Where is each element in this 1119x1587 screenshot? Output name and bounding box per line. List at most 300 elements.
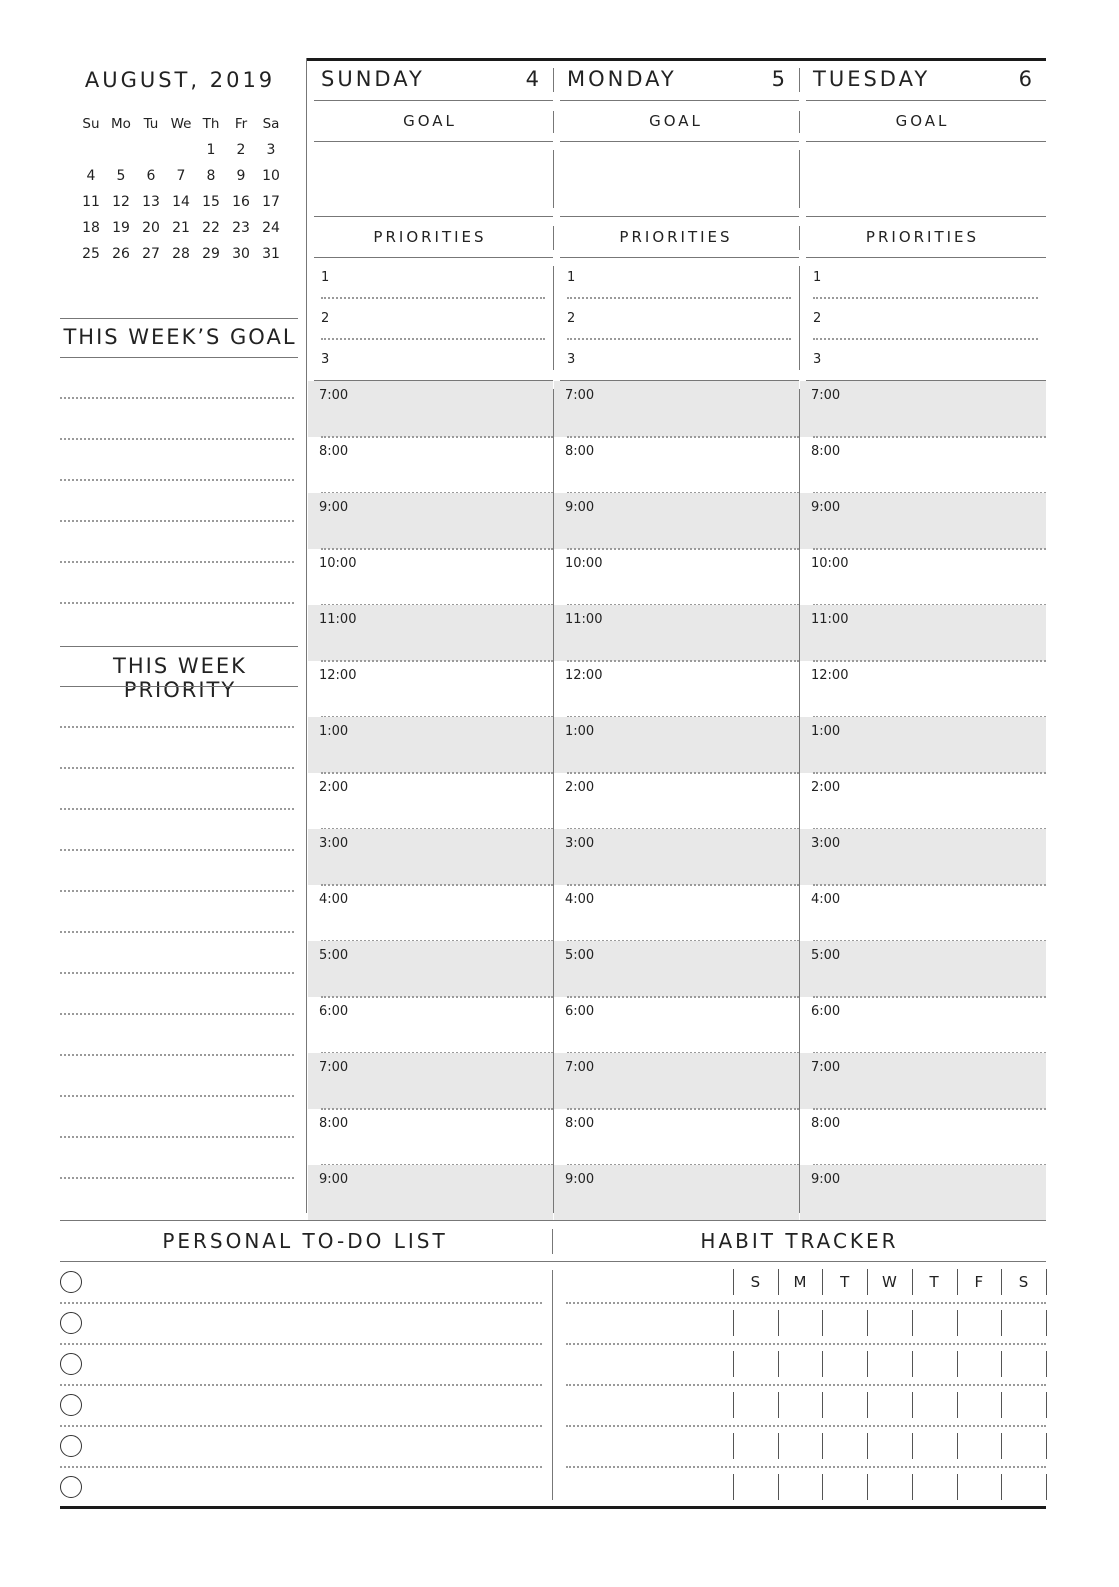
- time-label: 12:00: [565, 668, 603, 683]
- habit-check-cell[interactable]: [735, 1310, 776, 1336]
- time-label: 7:00: [811, 388, 841, 403]
- habit-grid-line: [1001, 1433, 1002, 1459]
- habit-grid-line: [733, 1351, 734, 1377]
- habit-name-input[interactable]: [566, 1431, 726, 1461]
- time-label: 9:00: [811, 1172, 841, 1187]
- calendar-day: 3: [266, 142, 276, 158]
- habit-grid-line: [1046, 1310, 1047, 1336]
- time-slot[interactable]: [554, 661, 799, 717]
- habit-grid-line: [1046, 1269, 1047, 1295]
- priority-number: 3: [813, 352, 822, 367]
- priority-writing-line[interactable]: [60, 726, 294, 728]
- divider: [806, 216, 1046, 217]
- habit-check-cell[interactable]: [914, 1351, 955, 1377]
- calendar-day: 16: [232, 194, 250, 210]
- habit-check-cell[interactable]: [1003, 1351, 1044, 1377]
- time-slot[interactable]: [308, 437, 553, 493]
- time-slot[interactable]: [554, 1165, 799, 1221]
- time-slot[interactable]: [800, 997, 1046, 1053]
- divider: [60, 646, 298, 647]
- habit-grid-line: [867, 1351, 868, 1377]
- habit-line: [566, 1384, 1046, 1386]
- time-label: 10:00: [565, 556, 603, 571]
- day-name: MONDAY: [567, 67, 677, 91]
- time-label: 7:00: [565, 1060, 595, 1075]
- habit-grid-line: [957, 1310, 958, 1336]
- time-label: 9:00: [811, 500, 841, 515]
- habit-grid-line: [912, 1351, 913, 1377]
- habit-check-cell[interactable]: [735, 1433, 776, 1459]
- habit-check-cell[interactable]: [1003, 1474, 1044, 1500]
- habit-day-label: S: [750, 1273, 761, 1291]
- divider: [60, 357, 298, 358]
- habit-grid-line: [822, 1392, 823, 1418]
- priority-writing-line[interactable]: [60, 931, 294, 933]
- priority-number: 1: [813, 270, 822, 285]
- priority-writing-line[interactable]: [60, 849, 294, 851]
- habit-check-cell[interactable]: [914, 1474, 955, 1500]
- goal-writing-line[interactable]: [60, 602, 294, 604]
- habit-grid-line: [1001, 1269, 1002, 1295]
- time-label: 2:00: [811, 780, 841, 795]
- todo-checkbox[interactable]: [60, 1435, 82, 1457]
- habit-grid-line: [778, 1433, 779, 1459]
- divider: [314, 216, 553, 217]
- time-slot[interactable]: [308, 661, 553, 717]
- calendar-day: 13: [142, 194, 160, 210]
- habit-grid-line: [912, 1310, 913, 1336]
- time-label: 1:00: [319, 724, 349, 739]
- habit-check-cell[interactable]: [1003, 1310, 1044, 1336]
- header-divider: [799, 68, 800, 92]
- calendar-day: 29: [202, 246, 220, 262]
- habit-grid-line: [867, 1310, 868, 1336]
- habit-check-cell[interactable]: [959, 1433, 1000, 1459]
- habit-day-label: F: [974, 1273, 984, 1291]
- calendar-day: 1: [206, 142, 216, 158]
- habit-check-cell[interactable]: [914, 1433, 955, 1459]
- header-divider: [553, 68, 554, 92]
- time-label: 10:00: [319, 556, 357, 571]
- habit-grid-line: [957, 1269, 958, 1295]
- calendar-day: 23: [232, 220, 250, 236]
- priority-line[interactable]: [813, 338, 1038, 340]
- habit-grid-line: [822, 1310, 823, 1336]
- habit-grid-line: [1001, 1351, 1002, 1377]
- habit-grid-line: [778, 1392, 779, 1418]
- time-slot[interactable]: [800, 381, 1046, 437]
- habit-check-cell[interactable]: [959, 1310, 1000, 1336]
- time-label: 5:00: [811, 948, 841, 963]
- todo-item-input[interactable]: [90, 1433, 540, 1463]
- priority-writing-line[interactable]: [60, 1013, 294, 1015]
- habit-check-cell[interactable]: [824, 1433, 865, 1459]
- time-slot[interactable]: [308, 1109, 553, 1165]
- habit-tracker-title: HABIT TRACKER: [700, 1229, 899, 1253]
- section-divider: [553, 226, 554, 250]
- section-divider: [553, 111, 554, 133]
- habit-check-cell[interactable]: [824, 1474, 865, 1500]
- habit-grid-line: [1001, 1310, 1002, 1336]
- calendar-day: 18: [82, 220, 100, 236]
- todo-item-input[interactable]: [90, 1351, 540, 1381]
- todo-item-input[interactable]: [90, 1269, 540, 1299]
- calendar-day: 28: [172, 246, 190, 262]
- weekly-priority-title: THIS WEEK PRIORITY: [113, 654, 247, 702]
- calendar-day: [106, 139, 136, 162]
- calendar-day: [76, 139, 106, 162]
- habit-check-cell[interactable]: [780, 1474, 821, 1500]
- calendar-day: 21: [172, 220, 190, 236]
- calendar-title: AUGUST, 2019: [84, 68, 276, 92]
- divider: [806, 257, 1046, 258]
- habit-grid-line: [867, 1474, 868, 1500]
- priority-writing-line[interactable]: [60, 890, 294, 892]
- todo-checkbox[interactable]: [60, 1476, 82, 1498]
- time-slot[interactable]: [554, 717, 799, 773]
- goal-writing-line[interactable]: [60, 438, 294, 440]
- divider: [314, 100, 553, 101]
- time-label: 10:00: [811, 556, 849, 571]
- time-label: 2:00: [319, 780, 349, 795]
- calendar-day: 30: [232, 246, 250, 262]
- divider: [314, 257, 553, 258]
- todo-title: PERSONAL TO-DO LIST: [162, 1229, 448, 1253]
- goal-label: GOAL: [649, 112, 703, 130]
- calendar-day: 11: [82, 194, 100, 210]
- time-slot[interactable]: [554, 941, 799, 997]
- habit-check-cell[interactable]: [1003, 1433, 1044, 1459]
- goal-input-area[interactable]: [563, 150, 789, 208]
- priority-line[interactable]: [813, 297, 1038, 299]
- calendar-weekday: Mo: [111, 116, 131, 132]
- time-slot[interactable]: [800, 941, 1046, 997]
- time-label: 8:00: [811, 1116, 841, 1131]
- habit-day-label: T: [840, 1273, 850, 1291]
- time-label: 1:00: [811, 724, 841, 739]
- divider: [60, 1220, 1046, 1221]
- todo-checkbox[interactable]: [60, 1394, 82, 1416]
- time-slot[interactable]: [308, 1053, 553, 1109]
- habit-day-label: S: [1018, 1273, 1029, 1291]
- time-label: 2:00: [565, 780, 595, 795]
- time-label: 4:00: [319, 892, 349, 907]
- divider: [806, 100, 1046, 101]
- goal-label: GOAL: [403, 112, 457, 130]
- habit-check-cell[interactable]: [824, 1392, 865, 1418]
- time-slot[interactable]: [554, 773, 799, 829]
- priorities-label: PRIORITIES: [619, 228, 733, 246]
- time-label: 3:00: [811, 836, 841, 851]
- time-label: 6:00: [811, 1004, 841, 1019]
- calendar-day: 10: [262, 168, 280, 184]
- habit-check-cell[interactable]: [780, 1351, 821, 1377]
- calendar-day: 24: [262, 220, 280, 236]
- time-slot[interactable]: [800, 1053, 1046, 1109]
- top-rule: [307, 58, 1046, 61]
- section-divider: [799, 226, 800, 250]
- priority-line[interactable]: [321, 297, 545, 299]
- divider: [806, 141, 1046, 142]
- priorities-label: PRIORITIES: [373, 228, 487, 246]
- habit-grid-line: [778, 1310, 779, 1336]
- calendar-day: 14: [172, 194, 190, 210]
- habit-grid-line: [733, 1392, 734, 1418]
- time-slot[interactable]: [800, 437, 1046, 493]
- habit-name-input[interactable]: [566, 1390, 726, 1420]
- habit-check-cell[interactable]: [914, 1310, 955, 1336]
- time-label: 7:00: [565, 388, 595, 403]
- day-number: 4: [525, 67, 539, 91]
- habit-check-cell[interactable]: [869, 1351, 910, 1377]
- habit-grid-line: [778, 1474, 779, 1500]
- time-slot[interactable]: [800, 717, 1046, 773]
- time-label: 7:00: [811, 1060, 841, 1075]
- section-divider: [553, 150, 554, 208]
- habit-check-cell[interactable]: [735, 1351, 776, 1377]
- time-label: 11:00: [319, 612, 357, 627]
- time-label: 5:00: [565, 948, 595, 963]
- priority-writing-line[interactable]: [60, 1177, 294, 1179]
- time-label: 8:00: [319, 1116, 349, 1131]
- goal-input-area[interactable]: [317, 150, 543, 208]
- priority-line[interactable]: [567, 338, 791, 340]
- time-slot[interactable]: [800, 829, 1046, 885]
- priority-line[interactable]: [321, 338, 545, 340]
- habit-name-input[interactable]: [566, 1472, 726, 1502]
- divider: [60, 1261, 1046, 1262]
- todo-item-input[interactable]: [90, 1392, 540, 1422]
- goal-label: GOAL: [895, 112, 950, 130]
- habit-check-cell[interactable]: [780, 1310, 821, 1336]
- habit-check-cell[interactable]: [959, 1392, 1000, 1418]
- priority-number: 3: [567, 352, 576, 367]
- habit-check-cell[interactable]: [780, 1433, 821, 1459]
- habit-check-cell[interactable]: [780, 1392, 821, 1418]
- time-label: 4:00: [811, 892, 841, 907]
- calendar-day: 8: [206, 168, 216, 184]
- weekly-goal-title: THIS WEEK’S GOAL: [63, 325, 297, 349]
- habit-grid-line: [912, 1433, 913, 1459]
- habit-check-cell[interactable]: [869, 1474, 910, 1500]
- time-label: 8:00: [319, 444, 349, 459]
- time-label: 3:00: [319, 836, 349, 851]
- calendar-day: 4: [86, 168, 96, 184]
- time-slot[interactable]: [800, 605, 1046, 661]
- habit-grid-line: [912, 1269, 913, 1295]
- time-slot[interactable]: [554, 381, 799, 437]
- day-number: 5: [771, 67, 785, 91]
- habit-grid-line: [778, 1269, 779, 1295]
- calendar-day: 2: [236, 142, 246, 158]
- priority-number: 1: [567, 270, 576, 285]
- time-slot[interactable]: [800, 661, 1046, 717]
- calendar-day: 27: [142, 246, 160, 262]
- time-slot[interactable]: [308, 493, 553, 549]
- time-slot[interactable]: [308, 1165, 553, 1221]
- time-label: 7:00: [319, 388, 349, 403]
- time-slot[interactable]: [554, 1053, 799, 1109]
- time-slot[interactable]: [308, 605, 553, 661]
- habit-check-cell[interactable]: [869, 1392, 910, 1418]
- time-label: 12:00: [319, 668, 357, 683]
- todo-checkbox[interactable]: [60, 1353, 82, 1375]
- time-slot[interactable]: [800, 1109, 1046, 1165]
- time-label: 1:00: [565, 724, 595, 739]
- section-divider: [799, 266, 800, 370]
- calendar-day: 22: [202, 220, 220, 236]
- habit-grid-line: [912, 1474, 913, 1500]
- habit-check-cell[interactable]: [869, 1310, 910, 1336]
- time-label: 9:00: [565, 1172, 595, 1187]
- calendar-day: 9: [236, 168, 246, 184]
- time-slot[interactable]: [554, 885, 799, 941]
- day-number: 6: [1018, 67, 1032, 91]
- time-slot[interactable]: [308, 381, 553, 437]
- priority-line[interactable]: [567, 297, 791, 299]
- habit-grid-line: [822, 1351, 823, 1377]
- time-slot[interactable]: [308, 829, 553, 885]
- divider: [560, 100, 799, 101]
- habit-grid-line: [957, 1433, 958, 1459]
- habit-grid-line: [867, 1269, 868, 1295]
- todo-checkbox[interactable]: [60, 1271, 82, 1293]
- time-slot[interactable]: [800, 885, 1046, 941]
- time-label: 4:00: [565, 892, 595, 907]
- habit-grid-line: [867, 1392, 868, 1418]
- habit-day-label: M: [793, 1273, 807, 1291]
- time-label: 3:00: [565, 836, 595, 851]
- calendar-day: 6: [146, 168, 156, 184]
- habit-grid-line: [957, 1474, 958, 1500]
- time-slot[interactable]: [554, 493, 799, 549]
- todo-line: [60, 1466, 542, 1468]
- habit-check-cell[interactable]: [869, 1433, 910, 1459]
- todo-line: [60, 1384, 542, 1386]
- habit-grid-line: [822, 1474, 823, 1500]
- divider: [560, 141, 799, 142]
- time-label: 7:00: [319, 1060, 349, 1075]
- priority-number: 2: [567, 311, 576, 326]
- habit-grid-line: [1001, 1392, 1002, 1418]
- todo-checkbox[interactable]: [60, 1312, 82, 1334]
- time-slot[interactable]: [554, 549, 799, 605]
- habit-line: [566, 1425, 1046, 1427]
- habit-grid-line: [733, 1310, 734, 1336]
- time-slot[interactable]: [308, 717, 553, 773]
- time-slot[interactable]: [308, 941, 553, 997]
- time-slot[interactable]: [800, 549, 1046, 605]
- time-slot[interactable]: [554, 437, 799, 493]
- section-divider: [799, 150, 800, 208]
- time-slot[interactable]: [554, 829, 799, 885]
- time-slot[interactable]: [800, 773, 1046, 829]
- habit-grid-line: [733, 1474, 734, 1500]
- habit-grid-line: [1001, 1474, 1002, 1500]
- time-slot[interactable]: [800, 1165, 1046, 1221]
- habit-check-cell[interactable]: [735, 1392, 776, 1418]
- goal-writing-line[interactable]: [60, 520, 294, 522]
- todo-item-input[interactable]: [90, 1474, 540, 1504]
- time-label: 5:00: [319, 948, 349, 963]
- priority-writing-line[interactable]: [60, 1095, 294, 1097]
- mini-calendar: [76, 113, 288, 266]
- time-label: 9:00: [565, 500, 595, 515]
- todo-item-input[interactable]: [90, 1310, 540, 1340]
- priority-writing-line[interactable]: [60, 972, 294, 974]
- calendar-weekday: Su: [82, 116, 100, 132]
- habit-line: [566, 1466, 1046, 1468]
- priority-writing-line[interactable]: [60, 808, 294, 810]
- habit-check-cell[interactable]: [1003, 1392, 1044, 1418]
- section-divider: [799, 111, 800, 133]
- divider: [314, 141, 553, 142]
- priority-writing-line[interactable]: [60, 767, 294, 769]
- goal-writing-line[interactable]: [60, 561, 294, 563]
- time-slot[interactable]: [554, 1109, 799, 1165]
- divider: [560, 216, 799, 217]
- habit-name-input[interactable]: [566, 1349, 726, 1379]
- todo-line: [60, 1343, 542, 1345]
- time-label: 8:00: [565, 1116, 595, 1131]
- time-slot[interactable]: [308, 997, 553, 1053]
- habit-check-cell[interactable]: [914, 1392, 955, 1418]
- time-slot[interactable]: [308, 549, 553, 605]
- calendar-day: [166, 139, 196, 162]
- calendar-day: 19: [112, 220, 130, 236]
- habit-grid-line: [1046, 1392, 1047, 1418]
- bottom-rule: [60, 1506, 1046, 1509]
- goal-writing-line[interactable]: [60, 397, 294, 399]
- todo-line: [60, 1425, 542, 1427]
- habit-check-cell[interactable]: [959, 1351, 1000, 1377]
- goal-input-area[interactable]: [809, 150, 1036, 208]
- divider: [60, 686, 298, 687]
- time-label: 11:00: [811, 612, 849, 627]
- time-slot[interactable]: [554, 605, 799, 661]
- time-label: 12:00: [811, 668, 849, 683]
- habit-grid-line: [957, 1351, 958, 1377]
- calendar-day: 20: [142, 220, 160, 236]
- time-slot[interactable]: [308, 885, 553, 941]
- divider: [552, 1229, 553, 1254]
- habit-check-cell[interactable]: [959, 1474, 1000, 1500]
- priority-writing-line[interactable]: [60, 1054, 294, 1056]
- habit-check-cell[interactable]: [824, 1310, 865, 1336]
- priority-writing-line[interactable]: [60, 1136, 294, 1138]
- habit-check-cell[interactable]: [824, 1351, 865, 1377]
- goal-writing-line[interactable]: [60, 479, 294, 481]
- time-label: 8:00: [811, 444, 841, 459]
- calendar-weekday: Th: [202, 116, 220, 132]
- priority-number: 3: [321, 352, 330, 367]
- time-slot[interactable]: [800, 493, 1046, 549]
- calendar-day: 26: [112, 246, 130, 262]
- habit-check-cell[interactable]: [735, 1474, 776, 1500]
- time-slot[interactable]: [308, 773, 553, 829]
- calendar-day: 5: [116, 168, 126, 184]
- priority-number: 1: [321, 270, 330, 285]
- habit-line: [566, 1302, 1046, 1304]
- time-label: 6:00: [319, 1004, 349, 1019]
- habit-name-input[interactable]: [566, 1308, 726, 1338]
- time-label: 6:00: [565, 1004, 595, 1019]
- time-label: 8:00: [565, 444, 595, 459]
- time-slot[interactable]: [554, 997, 799, 1053]
- priority-number: 2: [321, 311, 330, 326]
- habit-grid-line: [1046, 1474, 1047, 1500]
- time-label: 9:00: [319, 1172, 349, 1187]
